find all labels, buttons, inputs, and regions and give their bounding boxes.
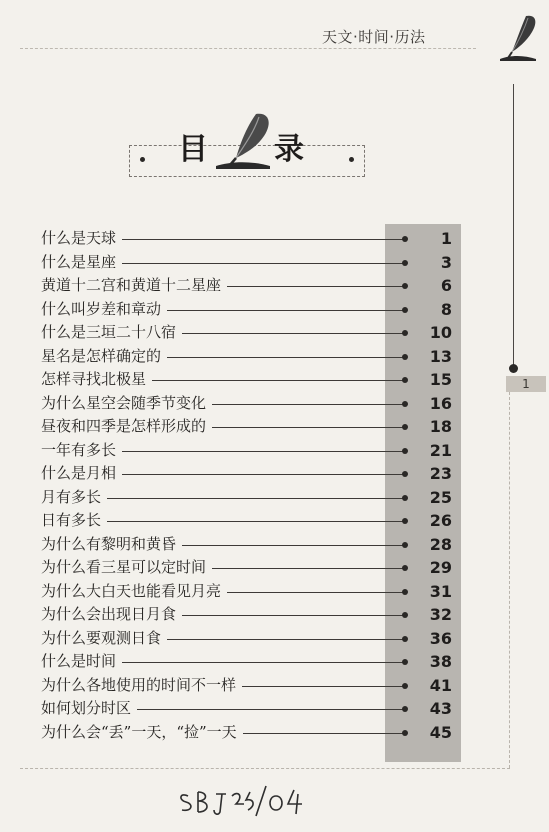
- toc-leader-dot: [402, 448, 408, 454]
- toc-entry-title: 一年有多长: [41, 442, 122, 459]
- toc-leader-line: [60, 521, 404, 522]
- toc-entry-title: 什么叫岁差和章动: [41, 301, 167, 318]
- toc-leader-dot: [402, 730, 408, 736]
- toc-entry-page: 38: [429, 652, 452, 671]
- toc-entry-page: 36: [429, 628, 452, 648]
- toc-entry: [0, 532, 549, 556]
- toc-entry-page: 32: [429, 605, 452, 624]
- toc-entry-page: 1: [440, 229, 452, 248]
- contents-heading-char-1: 目: [178, 132, 208, 167]
- toc-leader-dot: [402, 659, 408, 665]
- toc-entry-page: 13: [429, 346, 452, 366]
- toc-entry: [0, 438, 549, 462]
- toc-entry-title: 为什么要观测日食: [41, 630, 167, 647]
- toc-leader-dot: [402, 307, 408, 313]
- toc-entry-title: 为什么有黎明和黄昏: [41, 536, 182, 553]
- toc-entry: [0, 555, 549, 579]
- toc-leader-dot: [402, 589, 408, 595]
- toc-entry-title: 怎样寻找北极星: [41, 371, 152, 388]
- toc-entry-title: 为什么会出现日月食: [41, 606, 182, 623]
- toc-entry: [0, 696, 549, 720]
- toc-leader-dot: [402, 706, 408, 712]
- toc-entry-title: 什么是时间: [41, 653, 122, 670]
- toc-entry-title: 星名是怎样确定的: [41, 348, 167, 365]
- quill-pen-icon: [212, 110, 274, 170]
- toc-entry-page: 23: [429, 464, 452, 483]
- toc-entry: [0, 508, 549, 532]
- toc-leader-dot: [402, 260, 408, 266]
- toc-leader-dot: [402, 683, 408, 689]
- toc-leader-dot: [402, 424, 408, 430]
- toc-entry: [0, 485, 549, 509]
- toc-entry: [0, 626, 549, 650]
- toc-entry: [0, 720, 549, 744]
- toc-leader-line: [60, 498, 404, 499]
- toc-entry-page: 16: [429, 393, 452, 413]
- toc-entry-title: 日有多长: [41, 512, 107, 529]
- toc-entry-page: 3: [440, 252, 452, 272]
- toc-entry-page: 31: [429, 581, 452, 601]
- toc-entry: [0, 602, 549, 626]
- contents-heading-char-2: 录: [274, 132, 304, 167]
- toc-entry-title: 为什么会“丢”一天，“捡”一天: [41, 724, 243, 741]
- toc-entry-title: 什么是星座: [41, 254, 122, 271]
- toc-entry: [0, 649, 549, 673]
- toc-entry-page: 29: [429, 558, 452, 577]
- toc-entry: [0, 344, 549, 368]
- toc-entry-title: 黄道十二宫和黄道十二星座: [41, 277, 227, 294]
- toc-leader-dot: [402, 377, 408, 383]
- toc-entry-page: 43: [429, 699, 452, 718]
- toc-entry: [0, 320, 549, 344]
- toc-entry-page: 26: [429, 511, 452, 530]
- toc-entry: [0, 273, 549, 297]
- page-border-bottom: [20, 768, 510, 769]
- toc-entry-title: 为什么看三星可以定时间: [41, 559, 212, 576]
- toc-leader-dot: [402, 518, 408, 524]
- toc-entry-page: 8: [440, 299, 452, 319]
- toc-entry-page: 21: [429, 440, 452, 460]
- toc-entry-title: 月有多长: [41, 489, 107, 506]
- chapter-tab: 1: [506, 376, 546, 392]
- toc-leader-dot: [402, 471, 408, 477]
- heading-dot-right: [349, 157, 354, 162]
- toc-leader-dot: [402, 542, 408, 548]
- toc-entry-page: 25: [429, 487, 452, 507]
- toc-entry-page: 10: [429, 323, 452, 342]
- toc-entry: [0, 250, 549, 274]
- toc-entry-page: 45: [429, 722, 452, 742]
- toc-entry-page: 28: [429, 534, 452, 554]
- toc-entry-title: 为什么星空会随季节变化: [41, 395, 212, 412]
- toc-entry: [0, 461, 549, 485]
- toc-entry-title: 什么是三垣二十八宿: [41, 324, 182, 341]
- toc-entry: [0, 391, 549, 415]
- header-divider: [20, 48, 476, 49]
- toc-entry: [0, 367, 549, 391]
- quill-pen-icon: [496, 12, 540, 62]
- toc-leader-dot: [402, 636, 408, 642]
- toc-leader-dot: [402, 565, 408, 571]
- toc-leader-dot: [402, 236, 408, 242]
- toc-entry: [0, 673, 549, 697]
- toc-entry: [0, 579, 549, 603]
- toc-entry-title: 为什么各地使用的时间不一样: [41, 677, 242, 694]
- toc-entry-page: 18: [429, 417, 452, 436]
- toc-entry-page: 41: [429, 675, 452, 695]
- handwritten-annotation: [174, 782, 314, 822]
- toc-entry-title: 昼夜和四季是怎样形成的: [41, 418, 212, 435]
- toc-entry-title: 什么是天球: [41, 230, 122, 247]
- toc-entry: [0, 297, 549, 321]
- toc-leader-dot: [402, 354, 408, 360]
- toc-entry-page: 15: [429, 370, 452, 389]
- toc-entry-page: 6: [440, 276, 452, 295]
- toc-leader-dot: [402, 612, 408, 618]
- toc-entry-title: 什么是月相: [41, 465, 122, 482]
- toc-leader-dot: [402, 283, 408, 289]
- heading-dot-left: [140, 157, 145, 162]
- toc-leader-dot: [402, 401, 408, 407]
- running-header-title: 天文·时间·历法: [322, 28, 426, 46]
- toc-entry-title: 如何划分时区: [41, 700, 137, 717]
- toc-entry-title: 为什么大白天也能看见月亮: [41, 583, 227, 600]
- toc-leader-dot: [402, 495, 408, 501]
- toc-leader-dot: [402, 330, 408, 336]
- toc-entry: [0, 226, 549, 250]
- toc-entry: [0, 414, 549, 438]
